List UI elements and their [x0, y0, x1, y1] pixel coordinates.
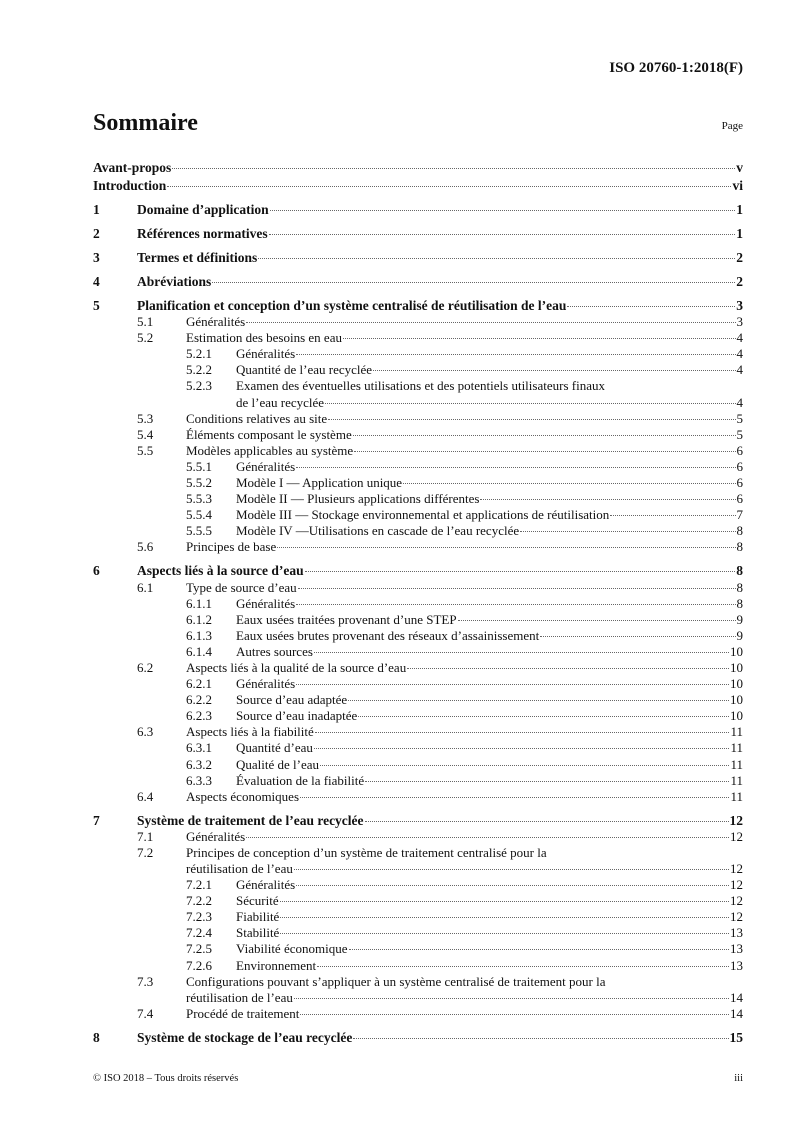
toc-entry-page: 12	[730, 893, 743, 909]
toc-entry-title: Stabilité	[236, 925, 280, 941]
toc-entry[interactable]	[93, 330, 743, 346]
toc-entry-page: 12	[730, 828, 743, 844]
dot-leader	[294, 869, 729, 870]
dot-leader	[540, 636, 735, 637]
toc-entry[interactable]	[93, 773, 743, 789]
toc-entry-number: 5.5.2	[186, 475, 212, 491]
toc-entry-page: 11	[730, 740, 743, 756]
toc-entry[interactable]	[93, 250, 743, 266]
toc-entry-title: réutilisation de l’eau	[186, 989, 293, 1005]
toc-entry-continuation[interactable]	[93, 990, 743, 1006]
toc-entry-title: Qualité de l’eau	[236, 756, 320, 772]
dot-leader	[258, 258, 735, 259]
toc-entry[interactable]	[93, 893, 743, 909]
toc-entry-title: Estimation des besoins en eau	[186, 330, 342, 346]
toc-entry-page: 14	[730, 1005, 743, 1021]
toc-entry-title: Eaux usées brutes provenant des réseaux d’assainissement	[236, 627, 540, 643]
toc-entry-page: 4	[736, 330, 743, 346]
toc-entry[interactable]	[93, 226, 743, 242]
dot-leader	[480, 499, 735, 500]
toc-entry-number: 1	[93, 202, 100, 218]
toc-entry-title: Principes de conception d’un système de traitement centralisé pour la	[186, 844, 547, 860]
toc-entry-number: 5	[93, 298, 100, 314]
toc-entry-page: 9	[736, 611, 743, 627]
toc-entry-title: Termes et définitions	[137, 250, 258, 266]
toc-entry[interactable]	[93, 692, 743, 708]
toc-entry-page: 15	[729, 1029, 743, 1045]
toc-entry-page: 1	[736, 202, 743, 218]
toc-entry-number: 6.2.1	[186, 676, 212, 692]
toc-entry-title: Eaux usées traitées provenant d’une STEP	[236, 611, 457, 627]
toc-entry-number: 5.5.3	[186, 491, 212, 507]
toc-entry-page: 8	[736, 539, 743, 555]
dot-leader	[269, 234, 736, 235]
toc-entry-number: 7.2.4	[186, 925, 212, 941]
dot-leader	[296, 885, 729, 886]
toc-entry-page: 3	[736, 314, 743, 330]
toc-entry-page: 6	[736, 475, 743, 491]
toc-entry-number: 2	[93, 226, 100, 242]
toc-entry[interactable]	[93, 789, 743, 805]
toc-entry-page: 13	[730, 957, 743, 973]
toc-entry-title: Références normatives	[137, 226, 268, 242]
toc-entry[interactable]	[93, 491, 743, 507]
dot-leader	[407, 668, 729, 669]
toc-entry-number: 6.1	[137, 579, 154, 595]
toc-entry-title: Généralités	[236, 595, 296, 611]
toc-entry-number: 7.4	[137, 1005, 154, 1021]
toc-entry-title: Quantité d’eau	[236, 740, 313, 756]
dot-leader	[300, 797, 729, 798]
toc-entry-number: 5.4	[137, 426, 154, 442]
toc-entry-page: 2	[736, 274, 743, 290]
toc-entry-page: 10	[730, 676, 743, 692]
toc-entry[interactable]	[93, 475, 743, 491]
toc-entry-number: 6.1.1	[186, 595, 212, 611]
toc-entry-title: Domaine d’application	[137, 202, 269, 218]
toc-entry-number: 6.4	[137, 788, 154, 804]
toc-entry-title: Fiabilité	[236, 909, 280, 925]
toc-entry[interactable]	[93, 708, 743, 724]
toc-entry-title: Type de source d’eau	[186, 579, 297, 595]
toc-entry-number: 5.3	[137, 410, 154, 426]
toc-entry-number: 6.1.3	[186, 627, 212, 643]
toc-entry[interactable]	[93, 877, 743, 893]
toc-entry[interactable]	[93, 925, 743, 941]
toc-entry-page: 5	[736, 426, 743, 442]
document-id-header: ISO 20760-1:2018(F)	[609, 60, 743, 76]
toc-entry[interactable]	[93, 346, 743, 362]
dot-leader	[610, 515, 735, 516]
toc-entry-page: 5	[736, 410, 743, 426]
toc-entry[interactable]	[93, 845, 743, 861]
dot-leader	[349, 949, 730, 950]
dot-leader	[305, 571, 736, 572]
toc-entry-title: Examen des éventuelles utilisations et des potentiels utilisateurs finaux	[236, 378, 605, 394]
dot-leader	[270, 210, 736, 211]
toc-entry-number: 5.2.2	[186, 362, 212, 378]
toc-entry-page: 10	[730, 643, 743, 659]
dot-leader	[167, 186, 731, 187]
toc-entry-page: 6	[736, 458, 743, 474]
toc-entry-continuation[interactable]	[93, 395, 743, 411]
toc-entry-title: Configurations pouvant s’appliquer à un système centralisé de traitement pour la	[186, 973, 606, 989]
toc-entry-title: Modèles applicables au système	[186, 442, 354, 458]
toc-entry[interactable]	[93, 178, 743, 194]
dot-leader	[353, 1038, 728, 1039]
toc-entry-title: Modèle I — Application unique	[236, 475, 403, 491]
dot-leader	[354, 451, 735, 452]
dot-leader	[353, 435, 736, 436]
toc-entry-page: 8	[736, 523, 743, 539]
toc-entry-title: Introduction	[93, 178, 167, 194]
toc-entry-title: Planification et conception d’un système centralisé de réutilisation de l’eau	[137, 298, 567, 314]
toc-entry-title: Évaluation de la fiabilité	[236, 772, 365, 788]
toc-entry[interactable]	[93, 378, 743, 394]
toc-entry-number: 5.2	[137, 330, 154, 346]
toc-entry-title: Modèle III — Stockage environnemental et applications de réutilisation	[236, 507, 610, 523]
toc-entry-title: Conditions relatives au site	[186, 410, 328, 426]
toc-entry-title: Source d’eau inadaptée	[236, 708, 358, 724]
toc-entry-page: 10	[730, 708, 743, 724]
dot-leader	[365, 781, 729, 782]
toc-entry-number: 6.2.2	[186, 692, 212, 708]
toc-entry[interactable]	[93, 1030, 743, 1046]
toc-entry-number: 7.2.6	[186, 957, 212, 973]
toc-entry[interactable]	[93, 563, 743, 579]
page-column-label: Page	[721, 120, 743, 132]
dot-leader	[277, 547, 735, 548]
toc-entry-page: 3	[736, 298, 743, 314]
dot-leader	[520, 531, 735, 532]
toc-entry-continuation[interactable]	[93, 861, 743, 877]
toc-entry-number: 7.2.3	[186, 909, 212, 925]
table-of-contents	[93, 160, 743, 1046]
toc-entry[interactable]	[93, 974, 743, 990]
dot-leader	[317, 966, 729, 967]
toc-entry-title: Quantité de l’eau recyclée	[236, 362, 373, 378]
toc-entry-page: 10	[730, 659, 743, 675]
toc-entry-number: 6.1.2	[186, 611, 212, 627]
toc-entry[interactable]	[93, 160, 743, 176]
toc-entry-number: 5.5.1	[186, 458, 212, 474]
toc-entry-title: Aspects liés à la fiabilité	[186, 724, 314, 740]
toc-entry-title: Sécurité	[236, 893, 279, 909]
toc-entry-title: Principes de base	[186, 539, 277, 555]
toc-entry[interactable]	[93, 596, 743, 612]
toc-entry-page: 11	[730, 724, 743, 740]
toc-entry-number: 5.5	[137, 442, 154, 458]
dot-leader	[298, 588, 736, 589]
toc-entry[interactable]	[93, 676, 743, 692]
toc-entry-page: 12	[730, 860, 743, 876]
dot-leader	[343, 338, 736, 339]
toc-entry-page: 11	[730, 756, 743, 772]
dot-leader	[300, 1014, 729, 1015]
footer-page-number: iii	[734, 1073, 743, 1084]
dot-leader	[314, 652, 729, 653]
toc-entry-number: 5.2.1	[186, 346, 212, 362]
toc-entry[interactable]	[93, 298, 743, 314]
toc-entry-number: 6.3.3	[186, 772, 212, 788]
toc-entry-number: 7.2.1	[186, 877, 212, 893]
toc-entry-title: réutilisation de l’eau	[186, 860, 293, 876]
toc-entry-page: 8	[736, 563, 743, 579]
toc-entry-page: 12	[730, 909, 743, 925]
toc-entry-number: 6.3	[137, 724, 154, 740]
toc-entry-page: 6	[736, 442, 743, 458]
toc-entry-number: 7.2.2	[186, 893, 212, 909]
toc-entry-page: 12	[729, 812, 743, 828]
toc-entry[interactable]	[93, 644, 743, 660]
toc-entry[interactable]	[93, 628, 743, 644]
toc-entry[interactable]	[93, 459, 743, 475]
toc-entry[interactable]	[93, 829, 743, 845]
dot-leader	[294, 998, 729, 999]
toc-entry[interactable]	[93, 523, 743, 539]
toc-entry-page: 6	[736, 491, 743, 507]
toc-entry[interactable]	[93, 539, 743, 555]
dot-leader	[358, 716, 729, 717]
dot-leader	[365, 821, 729, 822]
toc-entry-title: Autres sources	[236, 643, 313, 659]
toc-entry-number: 7.3	[137, 973, 154, 989]
dot-leader	[296, 684, 729, 685]
toc-entry-page: 11	[730, 788, 743, 804]
toc-entry-number: 7.1	[137, 828, 154, 844]
toc-entry-title: Environnement	[236, 957, 317, 973]
toc-entry-number: 6.2	[137, 659, 154, 675]
toc-entry-page: 11	[730, 772, 743, 788]
dot-leader	[567, 306, 735, 307]
toc-entry-number: 6.1.4	[186, 643, 212, 659]
toc-entry[interactable]	[93, 813, 743, 829]
toc-entry[interactable]	[93, 580, 743, 596]
toc-entry-title: Généralités	[236, 676, 296, 692]
toc-entry[interactable]	[93, 660, 743, 676]
footer-copyright: © ISO 2018 – Tous droits réservés	[93, 1073, 239, 1084]
toc-entry[interactable]	[93, 362, 743, 378]
toc-entry-title: Aspects liés à la qualité de la source d’eau	[186, 659, 407, 675]
toc-entry-page: 1	[736, 226, 743, 242]
toc-entry-page: 13	[730, 941, 743, 957]
toc-entry[interactable]	[93, 274, 743, 290]
toc-entry[interactable]	[93, 427, 743, 443]
dot-leader	[328, 419, 735, 420]
toc-entry-page: 13	[730, 925, 743, 941]
toc-entry[interactable]	[93, 1006, 743, 1022]
toc-entry[interactable]	[93, 941, 743, 957]
toc-entry[interactable]	[93, 314, 743, 330]
toc-entry-page: 4	[736, 394, 743, 410]
toc-entry-title: Généralités	[186, 828, 246, 844]
dot-leader	[246, 322, 735, 323]
toc-entry[interactable]	[93, 202, 743, 218]
toc-entry-title: Viabilité économique	[236, 941, 348, 957]
dot-leader	[296, 604, 735, 605]
toc-entry-number: 6.2.3	[186, 708, 212, 724]
toc-entry-number: 6.3.1	[186, 740, 212, 756]
toc-entry-page: 14	[730, 989, 743, 1005]
dot-leader	[296, 354, 735, 355]
toc-entry-number: 5.5.4	[186, 507, 212, 523]
toc-entry-page: 8	[736, 595, 743, 611]
toc-entry-title: Généralités	[236, 346, 296, 362]
toc-entry[interactable]	[93, 958, 743, 974]
dot-leader	[212, 282, 735, 283]
toc-entry-number: 7	[93, 812, 100, 828]
toc-entry[interactable]	[93, 411, 743, 427]
toc-entry[interactable]	[93, 507, 743, 523]
toc-entry-number: 4	[93, 274, 100, 290]
dot-leader	[314, 748, 730, 749]
toc-entry-title: Généralités	[186, 314, 246, 330]
toc-entry-number: 6	[93, 563, 100, 579]
toc-entry-page: 8	[736, 579, 743, 595]
dot-leader	[348, 700, 729, 701]
toc-entry-number: 8	[93, 1029, 100, 1045]
toc-entry[interactable]	[93, 909, 743, 925]
toc-entry[interactable]	[93, 443, 743, 459]
dot-leader	[246, 837, 729, 838]
toc-entry-number: 7.2.5	[186, 941, 212, 957]
toc-entry-page: 4	[736, 362, 743, 378]
dot-leader	[458, 620, 736, 621]
toc-entry-title: Modèle II — Plusieurs applications différentes	[236, 491, 480, 507]
toc-entry-title: de l’eau recyclée	[236, 394, 325, 410]
toc-entry-number: 6.3.2	[186, 756, 212, 772]
toc-entry-page: 7	[736, 507, 743, 523]
toc-entry-page: vi	[732, 178, 743, 194]
dot-leader	[296, 467, 735, 468]
dot-leader	[403, 483, 735, 484]
toc-entry-number: 5.6	[137, 539, 154, 555]
toc-entry-page: 12	[730, 877, 743, 893]
toc-entry-title: Aspects liés à la source d’eau	[137, 563, 304, 579]
toc-entry-title: Système de stockage de l’eau recyclée	[137, 1029, 353, 1045]
toc-entry-title: Éléments composant le système	[186, 426, 352, 442]
toc-entry-page: 4	[736, 346, 743, 362]
toc-entry-title: Généralités	[236, 458, 296, 474]
dot-leader	[325, 403, 735, 404]
toc-entry-number: 3	[93, 250, 100, 266]
toc-entry-number: 5.2.3	[186, 378, 212, 394]
dot-leader	[280, 933, 729, 934]
toc-entry-title: Procédé de traitement	[186, 1005, 300, 1021]
toc-entry-title: Abréviations	[137, 274, 212, 290]
toc-entry-title: Source d’eau adaptée	[236, 692, 348, 708]
toc-entry[interactable]	[93, 757, 743, 773]
toc-entry-number: 5.1	[137, 314, 154, 330]
toc-entry-number: 5.5.5	[186, 523, 212, 539]
toc-entry-title: Généralités	[236, 877, 296, 893]
toc-entry[interactable]	[93, 612, 743, 628]
toc-entry-page: 9	[736, 627, 743, 643]
toc-entry-number: 7.2	[137, 844, 154, 860]
toc-entry[interactable]	[93, 740, 743, 756]
page-title: Sommaire	[93, 110, 198, 136]
toc-entry-page: 10	[730, 692, 743, 708]
dot-leader	[315, 732, 730, 733]
toc-entry-page: v	[736, 160, 743, 175]
dot-leader	[172, 168, 735, 169]
dot-leader	[280, 901, 729, 902]
toc-entry-title: Système de traitement de l’eau recyclée	[137, 812, 364, 828]
dot-leader	[280, 917, 729, 918]
dot-leader	[320, 765, 729, 766]
toc-entry-title: Avant-propos	[93, 160, 172, 175]
toc-entry-page: 2	[736, 250, 743, 266]
toc-entry-title: Modèle IV —Utilisations en cascade de l’eau recyclée	[236, 523, 520, 539]
toc-entry-title: Aspects économiques	[186, 788, 300, 804]
toc-entry[interactable]	[93, 724, 743, 740]
dot-leader	[373, 370, 735, 371]
